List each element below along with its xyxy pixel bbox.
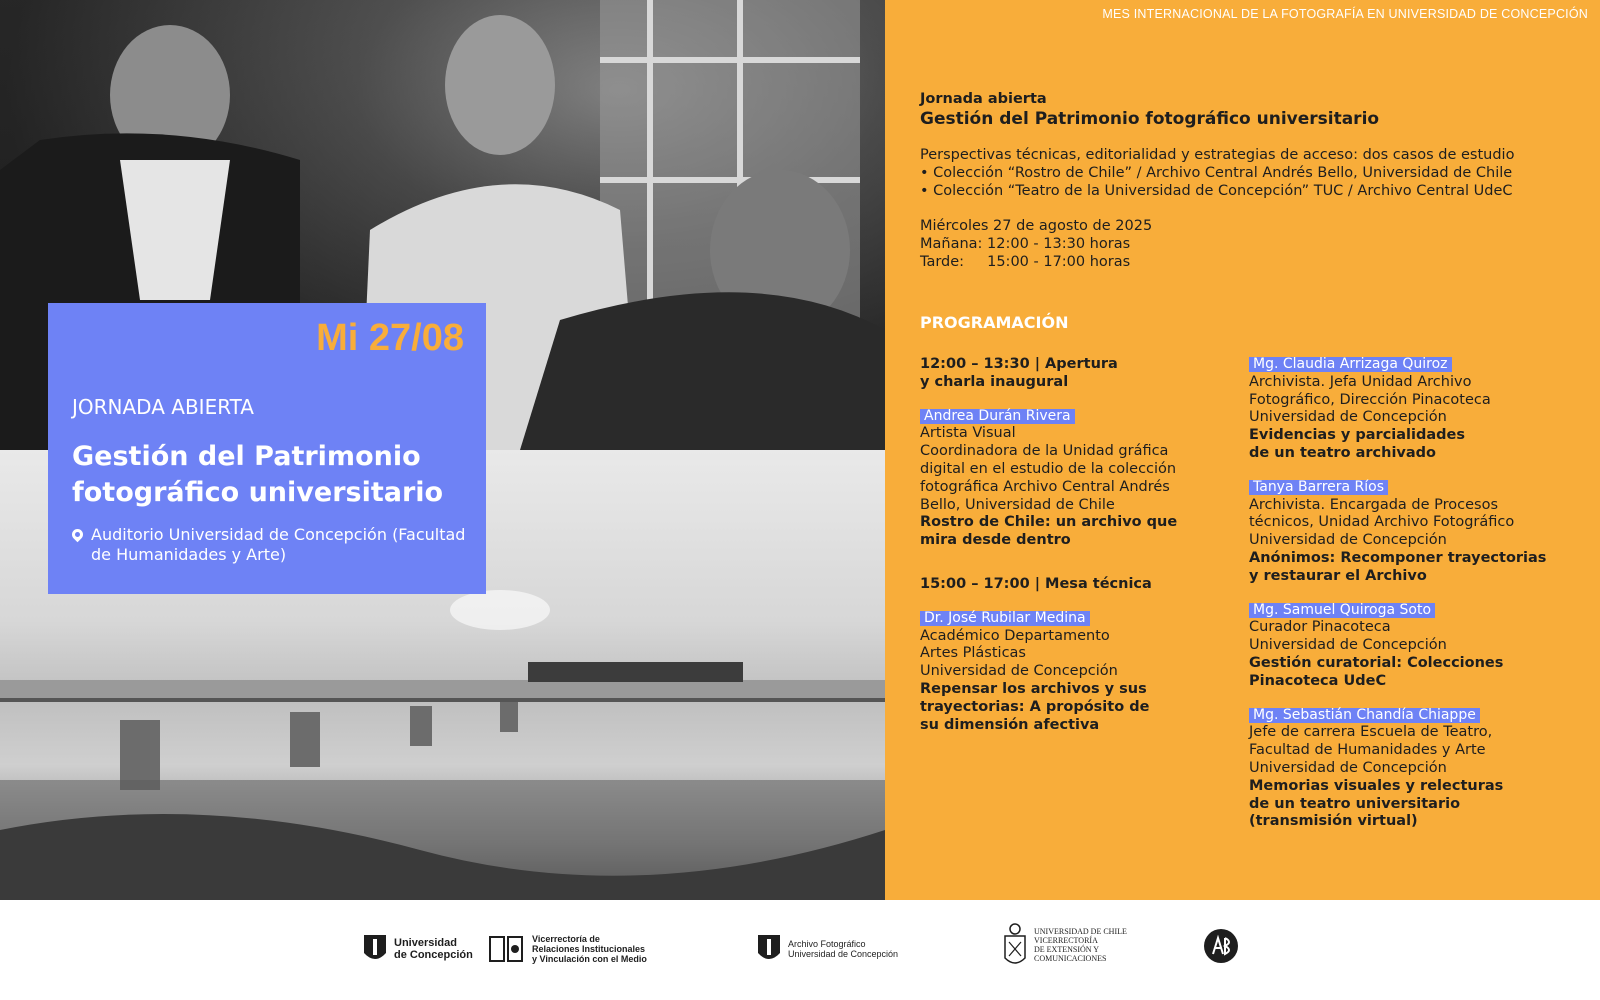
talk-title: Gestión curatorial: Colecciones Pinacoteca UdeC [1249, 654, 1504, 689]
speaker-name: Tanya Barrera Ríos [1249, 480, 1388, 495]
speaker-role: Archivista. Jefa Unidad Archivo Fotográfico, Dirección Pinacoteca Universidad de Concepción [1249, 373, 1491, 426]
afternoon-hours: Tarde: 15:00 - 17:00 horas [920, 254, 1131, 270]
uchile-crest-icon [1002, 922, 1028, 968]
morning-hours: Mañana: 12:00 - 13:30 horas [920, 236, 1131, 252]
vrim-emblem-icon [488, 933, 526, 965]
perspective-item: • Colección “Teatro de la Universidad de Concepción” TUC / Archivo Central UdeC [920, 183, 1513, 199]
talk-title: Anónimos: Recomponer trayectorias y restaurar el Archivo [1249, 549, 1547, 584]
logo-udec [362, 933, 473, 965]
talk-title: Repensar los archivos y sus trayectorias: A propósito de su dimensión afectiva [920, 680, 1150, 733]
card-label: JORNADA ABIERTA [72, 395, 254, 419]
perspectives [920, 146, 1580, 200]
session-time: 15:00 – 17:00 | Mesa técnica [920, 575, 1152, 592]
location-pin-icon [70, 527, 86, 543]
logo-udec-text: Universidad de Concepción [394, 937, 473, 961]
series-header: MES INTERNACIONAL DE LA FOTOGRAFÍA EN UNIVERSIDAD DE CONCEPCIÓN [1102, 7, 1588, 21]
archivo-shield-icon [756, 933, 782, 965]
perspectives-intro: Perspectivas técnicas, editorialidad y estrategias de acceso: dos casos de estudio [920, 147, 1515, 163]
speaker-name: Andrea Durán Rivera [920, 409, 1075, 424]
speaker-role: Artista Visual Coordinadora de la Unidad gráfica digital en el estudio de la colección fotográfica Archivo Central Andrés Bello, Universidad de Chile [920, 425, 1177, 513]
event-card [48, 303, 486, 594]
perspective-item: • Colección “Rostro de Chile” / Archivo Central Andrés Bello, Universidad de Chile [920, 165, 1513, 181]
speaker-role: Académico Departamento Artes Plásticas Universidad de Concepción [920, 627, 1118, 680]
talk-title: Memorias visuales y relecturas de un teatro universitario (transmisión virtual) [1249, 777, 1504, 830]
schedule-dates [920, 217, 1152, 271]
speaker-role: Archivista. Encargada de Procesos técnicos, Unidad Archivo Fotográfico Universidad de Concepción [1249, 496, 1515, 549]
info-panel [885, 0, 1600, 900]
program-left-column [920, 356, 1220, 750]
logo-uchile-text: UNIVERSIDAD DE CHILE VICERRECTORÍA DE EXTENSIÓN Y COMUNICACIONES [1034, 927, 1127, 963]
jornada-label: Jornada abierta [920, 91, 1047, 107]
card-date: Mi 27/08 [316, 317, 464, 359]
programacion-heading: PROGRAMACIÓN [920, 313, 1069, 332]
speaker-name: Mg. Sebastián Chandía Chiappe [1249, 708, 1480, 723]
logo-acb [1203, 928, 1239, 964]
speaker-name: Mg. Claudia Arrizaga Quiroz [1249, 357, 1452, 372]
acb-monogram-icon [1203, 928, 1239, 964]
speaker-name: Mg. Samuel Quiroga Soto [1249, 603, 1435, 618]
logo-archivo-fotografico [756, 933, 898, 965]
logo-vrim-text: Vicerrectoría de Relaciones Institucionales y Vinculación con el Medio [532, 934, 647, 964]
logo-vicerrectoria-relaciones [488, 933, 647, 965]
logo-archivo-text: Archivo Fotográfico Universidad de Concepción [788, 939, 899, 959]
speaker-name: Dr. José Rubilar Medina [920, 611, 1090, 626]
program-right-column [1249, 356, 1579, 847]
talk-title: Rostro de Chile: un archivo que mira desde dentro [920, 514, 1178, 549]
udec-shield-icon [362, 933, 388, 965]
card-venue [72, 525, 472, 565]
card-title: Gestión del Patrimonio fotográfico universitario [72, 441, 444, 508]
footer-logos [0, 900, 1600, 1000]
session-time: 12:00 – 13:30 | Apertura y charla inaugural [920, 356, 1118, 390]
jornada-title: Gestión del Patrimonio fotográfico universitario [920, 109, 1380, 129]
venue-text: Auditorio Universidad de Concepción (Facultad de Humanidades y Arte) [91, 525, 466, 564]
talk-title: Evidencias y parcialidades de un teatro archivado [1249, 427, 1466, 461]
date-line: Miércoles 27 de agosto de 2025 [920, 218, 1153, 234]
speaker-role: Jefe de carrera Escuela de Teatro, Facultad de Humanidades y Arte Universidad de Concepción [1249, 724, 1493, 776]
speaker-role: Curador Pinacoteca Universidad de Concepción [1249, 619, 1447, 654]
logo-uchile-extension [1002, 922, 1127, 968]
